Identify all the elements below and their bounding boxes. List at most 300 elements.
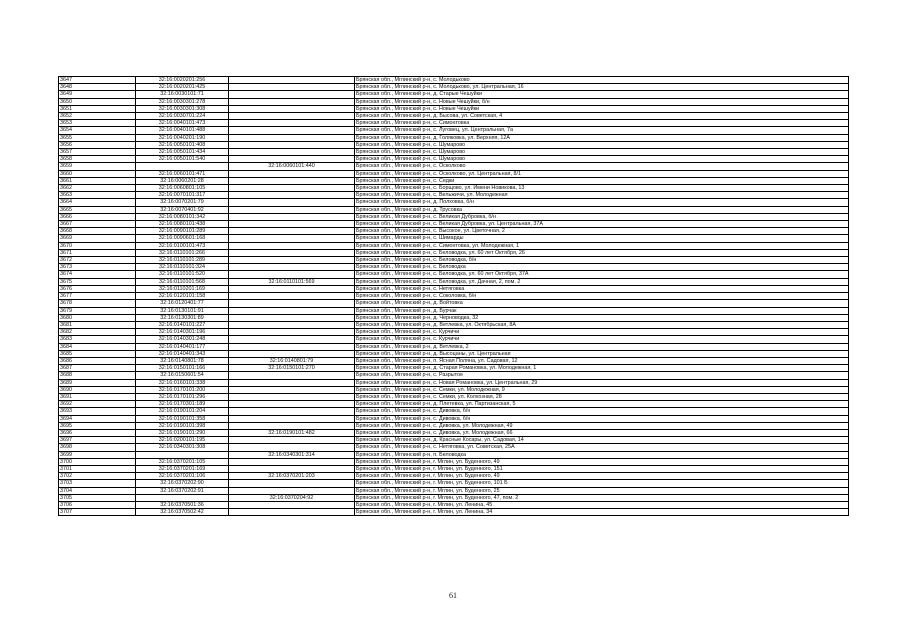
address-cell: Брянская обл., Мглинский р-н, с. Высокое, ул. Цветочная, 2	[355, 228, 849, 235]
address-cell: Брянская обл., Мглинский р-н, д. Старая Романовка, ул. Молодежная, 1	[355, 365, 849, 372]
address-cell: Брянская обл., Мглинский р-н, с. Дивовка, б/н	[355, 408, 849, 415]
table-row	[59, 401, 849, 408]
row-number-cell: 3647	[59, 77, 136, 84]
address-cell: Брянская обл., Мглинский р-н, п. Беловодка	[355, 451, 849, 458]
cadastral-number-cell: 32:16:0060801:105	[136, 185, 229, 192]
table-row	[59, 408, 849, 415]
address-cell: Брянская обл., Мглинский р-н, с. Молодьково, ул. Центральная, 16	[355, 84, 849, 91]
related-cadastral-number-cell	[229, 422, 355, 429]
cadastral-number-cell: 32:16:0030101:71	[136, 91, 229, 98]
related-cadastral-number-cell: 32:16:0370201:203	[229, 473, 355, 480]
address-cell: Брянская обл., Мглинский р-н, с. Нетяговка	[355, 285, 849, 292]
cadastral-number-cell: 32:16:0140101:227	[136, 321, 229, 328]
address-cell: Брянская обл., Мглинский р-н, с. Дивовка, ул. Молодежная, 66	[355, 429, 849, 436]
register-table	[58, 76, 849, 516]
related-cadastral-number-cell	[229, 134, 355, 141]
table-row	[59, 91, 849, 98]
cadastral-number-cell: 32:16:0190101:398	[136, 422, 229, 429]
cadastral-number-cell: 32:16:0140801:78	[136, 357, 229, 364]
related-cadastral-number-cell	[229, 149, 355, 156]
related-cadastral-number-cell	[229, 249, 355, 256]
address-cell: Брянская обл., Мглинский р-н, с. Молодьково	[355, 77, 849, 84]
cadastral-number-cell: 32:16:0090101:289	[136, 228, 229, 235]
cadastral-number-cell: 32:16:0030701:224	[136, 113, 229, 120]
related-cadastral-number-cell	[229, 415, 355, 422]
cadastral-number-cell: 32:16:0020201:425	[136, 84, 229, 91]
table-row	[59, 451, 849, 458]
table-row	[59, 192, 849, 199]
table-row	[59, 257, 849, 264]
address-cell: Брянская обл., Мглинский р-н, с. Соколовка, б/н	[355, 293, 849, 300]
row-number-cell: 3705	[59, 494, 136, 501]
row-number-cell: 3656	[59, 141, 136, 148]
row-number-cell: 3651	[59, 105, 136, 112]
row-number-cell: 3660	[59, 170, 136, 177]
related-cadastral-number-cell	[229, 192, 355, 199]
related-cadastral-number-cell	[229, 293, 355, 300]
table-row	[59, 379, 849, 386]
related-cadastral-number-cell	[229, 127, 355, 134]
address-cell: Брянская обл., Мглинский р-н, с. Борщово, ул. Имени Новикова, 13	[355, 185, 849, 192]
table-row	[59, 321, 849, 328]
table-row	[59, 300, 849, 307]
cadastral-number-cell: 32:16:0150101:166	[136, 365, 229, 372]
related-cadastral-number-cell	[229, 350, 355, 357]
address-cell: Брянская обл., Мглинский р-н, с. Курчичи	[355, 336, 849, 343]
related-cadastral-number-cell	[229, 257, 355, 264]
address-cell: Брянская обл., Мглинский р-н, д. Голяковка, ул. Верхняя, 12А	[355, 134, 849, 141]
cadastral-number-cell: 32:16:0090601:168	[136, 235, 229, 242]
cadastral-number-cell: 32:16:0020201:256	[136, 77, 229, 84]
table-row	[59, 437, 849, 444]
table-row	[59, 386, 849, 393]
table-row	[59, 149, 849, 156]
row-number-cell: 3702	[59, 473, 136, 480]
address-cell: Брянская обл., Мглинский р-н, д. Ветлевка, 2	[355, 343, 849, 350]
cadastral-number-cell: 32:16:0060201:28	[136, 177, 229, 184]
address-cell: Брянская обл., Мглинский р-н, г. Мглин, ул. Буденного, 49	[355, 473, 849, 480]
table-row	[59, 429, 849, 436]
address-cell: Брянская обл., Мглинский р-н, д. Трусовка	[355, 206, 849, 213]
related-cadastral-number-cell	[229, 401, 355, 408]
row-number-cell: 3700	[59, 458, 136, 465]
address-cell: Брянская обл., Мглинский р-н, д. Плетевка, ул. Партизанская, 5	[355, 401, 849, 408]
related-cadastral-number-cell	[229, 487, 355, 494]
address-cell: Брянская обл., Мглинский р-н, д. Войтовка	[355, 300, 849, 307]
cadastral-number-cell: 32:16:0050101:408	[136, 141, 229, 148]
table-row	[59, 235, 849, 242]
cadastral-number-cell: 32:16:0040101:488	[136, 127, 229, 134]
address-cell: Брянская обл., Мглинский р-н, с. Симонтовка, ул. Молодежная, 1	[355, 242, 849, 249]
address-cell: Брянская обл., Мглинский р-н, д. Высоцаны, ул. Центральная	[355, 350, 849, 357]
cadastral-number-cell: 32:16:0140301:248	[136, 336, 229, 343]
row-number-cell: 3655	[59, 134, 136, 141]
cadastral-number-cell: 32:16:0200101:195	[136, 437, 229, 444]
related-cadastral-number-cell	[229, 170, 355, 177]
related-cadastral-number-cell: 32:16:0340301:314	[229, 451, 355, 458]
page-number: 61	[449, 591, 457, 600]
address-cell: Брянская обл., Мглинский р-н, г. Мглин, ул. Ленина, 34	[355, 509, 849, 516]
address-cell: Брянская обл., Мглинский р-н, г. Мглин, ул. Буденного, 151	[355, 465, 849, 472]
row-number-cell: 3701	[59, 465, 136, 472]
row-number-cell: 3676	[59, 285, 136, 292]
row-number-cell: 3698	[59, 444, 136, 451]
table-row	[59, 343, 849, 350]
row-number-cell: 3672	[59, 257, 136, 264]
cadastral-number-cell: 32:16:0110101:520	[136, 271, 229, 278]
row-number-cell: 3706	[59, 501, 136, 508]
table-row	[59, 444, 849, 451]
related-cadastral-number-cell	[229, 91, 355, 98]
address-cell: Брянская обл., Мглинский р-н, д. Черноводка, 32	[355, 314, 849, 321]
table-row	[59, 141, 849, 148]
cadastral-number-cell: 32:16:0040101:473	[136, 120, 229, 127]
related-cadastral-number-cell	[229, 271, 355, 278]
address-cell: Брянская обл., Мглинский р-н, с. Осколково	[355, 163, 849, 170]
table-row	[59, 393, 849, 400]
row-number-cell: 3654	[59, 127, 136, 134]
table-row	[59, 170, 849, 177]
address-cell: Брянская обл., Мглинский р-н, с. Шимарды	[355, 235, 849, 242]
related-cadastral-number-cell	[229, 77, 355, 84]
related-cadastral-number-cell	[229, 105, 355, 112]
related-cadastral-number-cell	[229, 120, 355, 127]
table-row	[59, 365, 849, 372]
table-row	[59, 177, 849, 184]
address-cell: Брянская обл., Мглинский р-н, с. Курчичи	[355, 329, 849, 336]
row-number-cell: 3648	[59, 84, 136, 91]
related-cadastral-number-cell	[229, 509, 355, 516]
table-row	[59, 105, 849, 112]
row-number-cell: 3669	[59, 235, 136, 242]
row-number-cell: 3694	[59, 415, 136, 422]
related-cadastral-number-cell: 32:16:0150101:270	[229, 365, 355, 372]
cadastral-number-cell: 32:16:0140401:343	[136, 350, 229, 357]
related-cadastral-number-cell: 32:16:0060101:440	[229, 163, 355, 170]
related-cadastral-number-cell: 32:16:0190101:482	[229, 429, 355, 436]
address-cell: Брянская обл., Мглинский р-н, с. Семки, ул. Колхозная, 28	[355, 393, 849, 400]
cadastral-number-cell: 32:16:0080101:342	[136, 213, 229, 220]
cadastral-number-cell: 32:16:0030301:278	[136, 98, 229, 105]
row-number-cell: 3685	[59, 350, 136, 357]
cadastral-number-cell	[136, 163, 229, 170]
cadastral-number-cell: 32:16:0190101:204	[136, 408, 229, 415]
address-cell: Брянская обл., Мглинский р-н, с. Беловодка, ул. 60 лет Октября, 26	[355, 249, 849, 256]
row-number-cell: 3650	[59, 98, 136, 105]
address-cell: Брянская обл., Мглинский р-н, с. Шумарово	[355, 149, 849, 156]
related-cadastral-number-cell	[229, 235, 355, 242]
row-number-cell: 3657	[59, 149, 136, 156]
cadastral-number-cell: 32:16:0170101:296	[136, 393, 229, 400]
table-row	[59, 77, 849, 84]
address-cell: Брянская обл., Мглинский р-н, д. Бысова, ул. Советская, 4	[355, 113, 849, 120]
table-row	[59, 206, 849, 213]
cadastral-number-cell: 32:16:0070401:92	[136, 206, 229, 213]
related-cadastral-number-cell	[229, 213, 355, 220]
cadastral-number-cell: 32:16:0060101:471	[136, 170, 229, 177]
cadastral-number-cell: 32:16:0370502:42	[136, 509, 229, 516]
row-number-cell: 3662	[59, 185, 136, 192]
cadastral-number-cell: 32:16:0370201:105	[136, 458, 229, 465]
cadastral-number-cell: 32:16:0340301:308	[136, 444, 229, 451]
table-row	[59, 501, 849, 508]
related-cadastral-number-cell	[229, 242, 355, 249]
cadastral-number-cell	[136, 494, 229, 501]
table-row	[59, 422, 849, 429]
register-table-body	[59, 77, 849, 516]
table-row	[59, 336, 849, 343]
row-number-cell: 3689	[59, 379, 136, 386]
table-row	[59, 185, 849, 192]
cadastral-number-cell: 32:16:0110101:266	[136, 249, 229, 256]
cadastral-number-cell: 32:16:0120401:77	[136, 300, 229, 307]
row-number-cell: 3661	[59, 177, 136, 184]
table-row	[59, 293, 849, 300]
address-cell: Брянская обл., Мглинский р-н, с. Беловодка, ул. 60 лет Октября, 37А	[355, 271, 849, 278]
table-row	[59, 357, 849, 364]
table-row	[59, 473, 849, 480]
row-number-cell: 3671	[59, 249, 136, 256]
related-cadastral-number-cell	[229, 480, 355, 487]
table-row	[59, 163, 849, 170]
table-row	[59, 278, 849, 285]
cadastral-number-cell: 32:16:0050101:540	[136, 156, 229, 163]
row-number-cell: 3696	[59, 429, 136, 436]
address-cell: Брянская обл., Мглинский р-н, с. Осколково, ул. Центральная, 8/1	[355, 170, 849, 177]
table-row	[59, 134, 849, 141]
address-cell: Брянская обл., Мглинский р-н, с. Шумарово	[355, 156, 849, 163]
row-number-cell: 3667	[59, 221, 136, 228]
row-number-cell: 3658	[59, 156, 136, 163]
address-cell: Брянская обл., Мглинский р-н, с. Беловодка, ул. Дачная, 2, пом. 2	[355, 278, 849, 285]
table-row	[59, 213, 849, 220]
cadastral-number-cell: 32:16:0190101:290	[136, 429, 229, 436]
row-number-cell: 3673	[59, 264, 136, 271]
table-row	[59, 221, 849, 228]
cadastral-number-cell: 32:16:0170301:189	[136, 401, 229, 408]
cadastral-number-cell: 32:16:0050101:434	[136, 149, 229, 156]
row-number-cell: 3678	[59, 300, 136, 307]
row-number-cell: 3683	[59, 336, 136, 343]
address-cell: Брянская обл., Мглинский р-н, с. Семки, ул. Молодежная, 9	[355, 386, 849, 393]
table-row	[59, 458, 849, 465]
address-cell: Брянская обл., Мглинский р-н, с. Новые Чешуйки, б/н	[355, 98, 849, 105]
cadastral-number-cell: 32:16:0370201:106	[136, 473, 229, 480]
related-cadastral-number-cell	[229, 113, 355, 120]
table-row	[59, 329, 849, 336]
row-number-cell: 3684	[59, 343, 136, 350]
row-number-cell: 3652	[59, 113, 136, 120]
related-cadastral-number-cell: 32:16:0370204:92	[229, 494, 355, 501]
row-number-cell: 3664	[59, 199, 136, 206]
cadastral-number-cell: 32:16:0140301:196	[136, 329, 229, 336]
related-cadastral-number-cell	[229, 386, 355, 393]
row-number-cell: 3690	[59, 386, 136, 393]
cadastral-number-cell: 32:16:0030301:308	[136, 105, 229, 112]
address-cell: Брянская обл., Мглинский р-н, с. Седки	[355, 177, 849, 184]
address-cell: Брянская обл., Мглинский р-н, с. Беловодка	[355, 264, 849, 271]
address-cell: Брянская обл., Мглинский р-н, д. Бурчак	[355, 307, 849, 314]
cadastral-number-cell: 32:16:0130101:91	[136, 307, 229, 314]
cadastral-number-cell: 32:16:0070101:317	[136, 192, 229, 199]
cadastral-number-cell: 32:16:0370201:169	[136, 465, 229, 472]
address-cell: Брянская обл., Мглинский р-н, г. Мглин, ул. Буденного, 47, пом. 2	[355, 494, 849, 501]
related-cadastral-number-cell	[229, 300, 355, 307]
table-row	[59, 350, 849, 357]
related-cadastral-number-cell	[229, 177, 355, 184]
related-cadastral-number-cell	[229, 408, 355, 415]
table-row	[59, 271, 849, 278]
row-number-cell: 3681	[59, 321, 136, 328]
row-number-cell: 3688	[59, 372, 136, 379]
row-number-cell: 3649	[59, 91, 136, 98]
related-cadastral-number-cell	[229, 199, 355, 206]
address-cell: Брянская обл., Мглинский р-н, г. Мглин, ул. Буденного, 25	[355, 487, 849, 494]
cadastral-number-cell: 32:16:0100101:473	[136, 242, 229, 249]
table-row	[59, 249, 849, 256]
row-number-cell: 3663	[59, 192, 136, 199]
address-cell: Брянская обл., Мглинский р-н, с. Шумарово	[355, 141, 849, 148]
row-number-cell: 3675	[59, 278, 136, 285]
table-row	[59, 372, 849, 379]
table-row	[59, 98, 849, 105]
row-number-cell: 3692	[59, 401, 136, 408]
address-cell: Брянская обл., Мглинский р-н, с. Великая Дубровка, б/н	[355, 213, 849, 220]
cadastral-number-cell: 32:16:0120101:158	[136, 293, 229, 300]
table-row	[59, 199, 849, 206]
cadastral-number-cell: 32:16:0150601:54	[136, 372, 229, 379]
table-row	[59, 415, 849, 422]
row-number-cell: 3687	[59, 365, 136, 372]
related-cadastral-number-cell	[229, 393, 355, 400]
row-number-cell: 3682	[59, 329, 136, 336]
row-number-cell: 3670	[59, 242, 136, 249]
related-cadastral-number-cell	[229, 437, 355, 444]
table-row	[59, 113, 849, 120]
row-number-cell: 3666	[59, 213, 136, 220]
cadastral-number-cell	[136, 451, 229, 458]
related-cadastral-number-cell	[229, 321, 355, 328]
related-cadastral-number-cell	[229, 98, 355, 105]
address-cell: Брянская обл., Мглинский р-н, с. Новые Чешуйки	[355, 105, 849, 112]
address-cell: Брянская обл., Мглинский р-н, с. Дивовка, ул. Молодежная, 49	[355, 422, 849, 429]
address-cell: Брянская обл., Мглинский р-н, г. Мглин, ул. Буденного, 101 Б	[355, 480, 849, 487]
related-cadastral-number-cell	[229, 228, 355, 235]
address-cell: Брянская обл., Мглинский р-н, с. Вельжичи, ул. Молодежная	[355, 192, 849, 199]
address-cell: Брянская обл., Мглинский р-н, с. Нетяговка, ул. Советская, 25А	[355, 444, 849, 451]
cadastral-number-cell: 32:16:0370202:91	[136, 487, 229, 494]
table-row	[59, 156, 849, 163]
table-row	[59, 465, 849, 472]
table-row	[59, 494, 849, 501]
row-number-cell: 3686	[59, 357, 136, 364]
address-cell: Брянская обл., Мглинский р-н, г. Мглин, ул. Ленина, 45	[355, 501, 849, 508]
table-row	[59, 242, 849, 249]
address-cell: Брянская обл., Мглинский р-н, с. Луговец, ул. Центральная, 7а	[355, 127, 849, 134]
table-row	[59, 285, 849, 292]
row-number-cell: 3707	[59, 509, 136, 516]
row-number-cell: 3680	[59, 314, 136, 321]
row-number-cell: 3665	[59, 206, 136, 213]
address-cell: Брянская обл., Мглинский р-н, п. Ясная Поляна, ул. Садовая, 12	[355, 357, 849, 364]
cadastral-number-cell: 32:16:0070201:79	[136, 199, 229, 206]
cadastral-number-cell: 32:16:0170101:200	[136, 386, 229, 393]
related-cadastral-number-cell	[229, 185, 355, 192]
cadastral-number-cell: 32:16:0110201:169	[136, 285, 229, 292]
related-cadastral-number-cell: 32:16:0140801:79	[229, 357, 355, 364]
related-cadastral-number-cell	[229, 141, 355, 148]
address-cell: Брянская обл., Мглинский р-н, с. Симонтовка	[355, 120, 849, 127]
cadastral-number-cell: 32:16:0110101:324	[136, 264, 229, 271]
row-number-cell: 3697	[59, 437, 136, 444]
cadastral-number-cell: 32:16:0080101:438	[136, 221, 229, 228]
table-row	[59, 307, 849, 314]
related-cadastral-number-cell	[229, 264, 355, 271]
related-cadastral-number-cell	[229, 372, 355, 379]
address-cell: Брянская обл., Мглинский р-н, г. Мглин, ул. Буденного, 49	[355, 458, 849, 465]
address-cell: Брянская обл., Мглинский р-н, с. Беловодка, б/н	[355, 257, 849, 264]
row-number-cell: 3695	[59, 422, 136, 429]
related-cadastral-number-cell	[229, 206, 355, 213]
table-row	[59, 228, 849, 235]
cadastral-number-cell: 32:16:0110101:289	[136, 257, 229, 264]
related-cadastral-number-cell	[229, 285, 355, 292]
cadastral-number-cell: 32:16:0190101:358	[136, 415, 229, 422]
related-cadastral-number-cell	[229, 156, 355, 163]
related-cadastral-number-cell	[229, 329, 355, 336]
address-cell: Брянская обл., Мглинский р-н, д. Красные Косары, ул. Садовая, 14	[355, 437, 849, 444]
row-number-cell: 3704	[59, 487, 136, 494]
address-cell: Брянская обл., Мглинский р-н, д. Старые Чешуйки	[355, 91, 849, 98]
related-cadastral-number-cell	[229, 84, 355, 91]
row-number-cell: 3677	[59, 293, 136, 300]
related-cadastral-number-cell	[229, 343, 355, 350]
related-cadastral-number-cell	[229, 501, 355, 508]
related-cadastral-number-cell	[229, 336, 355, 343]
table-row	[59, 84, 849, 91]
related-cadastral-number-cell	[229, 221, 355, 228]
row-number-cell: 3679	[59, 307, 136, 314]
related-cadastral-number-cell	[229, 458, 355, 465]
table-row	[59, 120, 849, 127]
table-row	[59, 127, 849, 134]
row-number-cell: 3668	[59, 228, 136, 235]
row-number-cell: 3659	[59, 163, 136, 170]
related-cadastral-number-cell	[229, 379, 355, 386]
related-cadastral-number-cell	[229, 465, 355, 472]
table-row	[59, 509, 849, 516]
related-cadastral-number-cell	[229, 314, 355, 321]
cadastral-number-cell: 32:16:0370202:90	[136, 480, 229, 487]
table-row	[59, 264, 849, 271]
table-row	[59, 314, 849, 321]
row-number-cell: 3691	[59, 393, 136, 400]
cadastral-number-cell: 32:16:0160101:338	[136, 379, 229, 386]
address-cell: Брянская обл., Мглинский р-н, с. Великая Дубровка, ул. Центральная, 37А	[355, 221, 849, 228]
address-cell: Брянская обл., Мглинский р-н, с. Дивовка, б/н	[355, 415, 849, 422]
cadastral-number-cell: 32:16:0040201:190	[136, 134, 229, 141]
address-cell: Брянская обл., Мглинский р-н, с. Разрытое	[355, 372, 849, 379]
table-row	[59, 487, 849, 494]
cadastral-number-cell: 32:16:0140401:177	[136, 343, 229, 350]
address-cell: Брянская обл., Мглинский р-н, д. Полховка, б/н	[355, 199, 849, 206]
related-cadastral-number-cell	[229, 444, 355, 451]
cadastral-number-cell: 32:16:0110101:568	[136, 278, 229, 285]
related-cadastral-number-cell: 32:16:0110101:569	[229, 278, 355, 285]
related-cadastral-number-cell	[229, 307, 355, 314]
address-cell: Брянская обл., Мглинский р-н, с. Новая Романовка, ул. Центральная, 29	[355, 379, 849, 386]
row-number-cell: 3693	[59, 408, 136, 415]
